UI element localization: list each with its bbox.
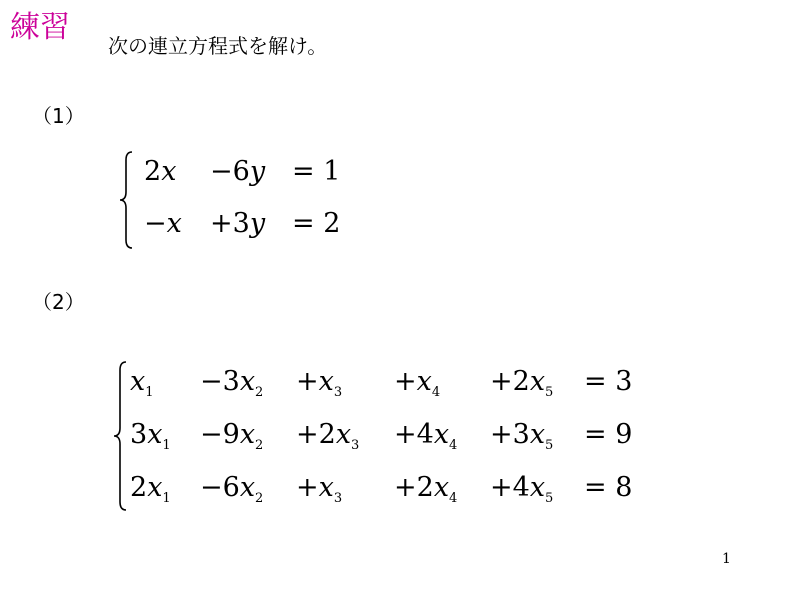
page-number: 1: [722, 551, 731, 567]
term-variable: x: [335, 419, 352, 450]
equation-term: [210, 152, 265, 192]
term-coefficient: = 2: [292, 208, 341, 239]
equation-term: [200, 415, 263, 466]
equation-term: [210, 204, 265, 244]
term-coefficient: −3: [200, 366, 240, 397]
equation-term: [144, 204, 182, 244]
term-subscript: 5: [545, 438, 554, 453]
term-coefficient: +: [296, 366, 319, 397]
term-variable: x: [416, 366, 432, 397]
term-variable: x: [147, 472, 163, 503]
term-coefficient: +2: [296, 419, 336, 450]
term-variable: x: [239, 419, 256, 450]
term-coefficient: +2: [394, 472, 434, 503]
brace-path: [114, 362, 126, 510]
problem-2-label: （2）: [32, 290, 85, 314]
term-variable: x: [318, 366, 334, 397]
term-subscript: 5: [545, 491, 554, 506]
equation-term: [296, 362, 342, 413]
left-brace: [112, 360, 128, 512]
term-coefficient: −9: [200, 419, 240, 450]
term-variable: y: [249, 156, 266, 187]
term-subscript: 2: [255, 491, 264, 506]
term-coefficient: 2: [130, 472, 148, 503]
equation-rhs: [584, 362, 632, 402]
term-subscript: 4: [449, 491, 458, 506]
term-variable: x: [433, 472, 450, 503]
equation-rhs: [292, 204, 340, 244]
equation-term: [394, 362, 440, 413]
equation-term: [200, 362, 263, 413]
term-variable: x: [147, 419, 163, 450]
term-subscript: 3: [333, 385, 343, 400]
term-coefficient: = 3: [584, 366, 633, 397]
term-subscript: 1: [145, 385, 154, 400]
term-coefficient: = 9: [584, 419, 633, 450]
equation-term: [144, 152, 176, 192]
equation-term: [490, 362, 553, 413]
term-variable: x: [529, 366, 546, 397]
equation-term: [296, 468, 342, 519]
term-variable: x: [318, 472, 334, 503]
equation-term: [130, 415, 171, 466]
equation-rhs: [292, 152, 340, 192]
left-brace: [118, 150, 134, 250]
term-variable: x: [166, 208, 182, 239]
equation-term: [200, 468, 263, 519]
term-coefficient: +: [296, 472, 319, 503]
term-subscript: 3: [333, 491, 343, 506]
term-coefficient: = 8: [584, 472, 633, 503]
term-subscript: 1: [162, 438, 171, 453]
term-coefficient: 3: [130, 419, 148, 450]
term-subscript: 4: [449, 438, 458, 453]
term-coefficient: 2: [144, 156, 162, 187]
term-variable: x: [529, 419, 546, 450]
term-coefficient: +2: [490, 366, 530, 397]
term-subscript: 1: [162, 491, 171, 506]
equation-term: [130, 362, 154, 413]
equation-rhs: [584, 468, 632, 508]
term-variable: y: [249, 208, 266, 239]
term-variable: x: [130, 366, 146, 397]
equation-term: [394, 415, 457, 466]
equation-term: [490, 415, 553, 466]
term-subscript: 2: [255, 438, 264, 453]
term-coefficient: +3: [210, 208, 250, 239]
problem-1-label: （1）: [32, 104, 85, 128]
term-variable: x: [433, 419, 450, 450]
term-subscript: 2: [255, 385, 264, 400]
brace-path: [120, 152, 132, 248]
equation-term: [296, 415, 359, 466]
term-variable: x: [239, 366, 256, 397]
instruction-text: 次の連立方程式を解け。: [108, 34, 328, 58]
term-coefficient: +3: [490, 419, 530, 450]
term-subscript: 4: [431, 385, 441, 400]
equation-term: [130, 468, 171, 519]
equation-term: [394, 468, 457, 519]
term-variable: x: [161, 156, 177, 187]
term-coefficient: +4: [394, 419, 434, 450]
term-coefficient: −6: [200, 472, 240, 503]
term-coefficient: −6: [210, 156, 250, 187]
term-coefficient: = 1: [292, 156, 341, 187]
equation-rhs: [584, 415, 632, 455]
equation-term: [490, 468, 553, 519]
term-coefficient: +: [394, 366, 417, 397]
term-coefficient: +4: [490, 472, 530, 503]
term-variable: x: [239, 472, 256, 503]
slide-title: 練習: [10, 10, 70, 45]
term-variable: x: [529, 472, 546, 503]
term-subscript: 5: [545, 385, 554, 400]
term-subscript: 3: [351, 438, 360, 453]
term-coefficient: −: [144, 208, 167, 239]
